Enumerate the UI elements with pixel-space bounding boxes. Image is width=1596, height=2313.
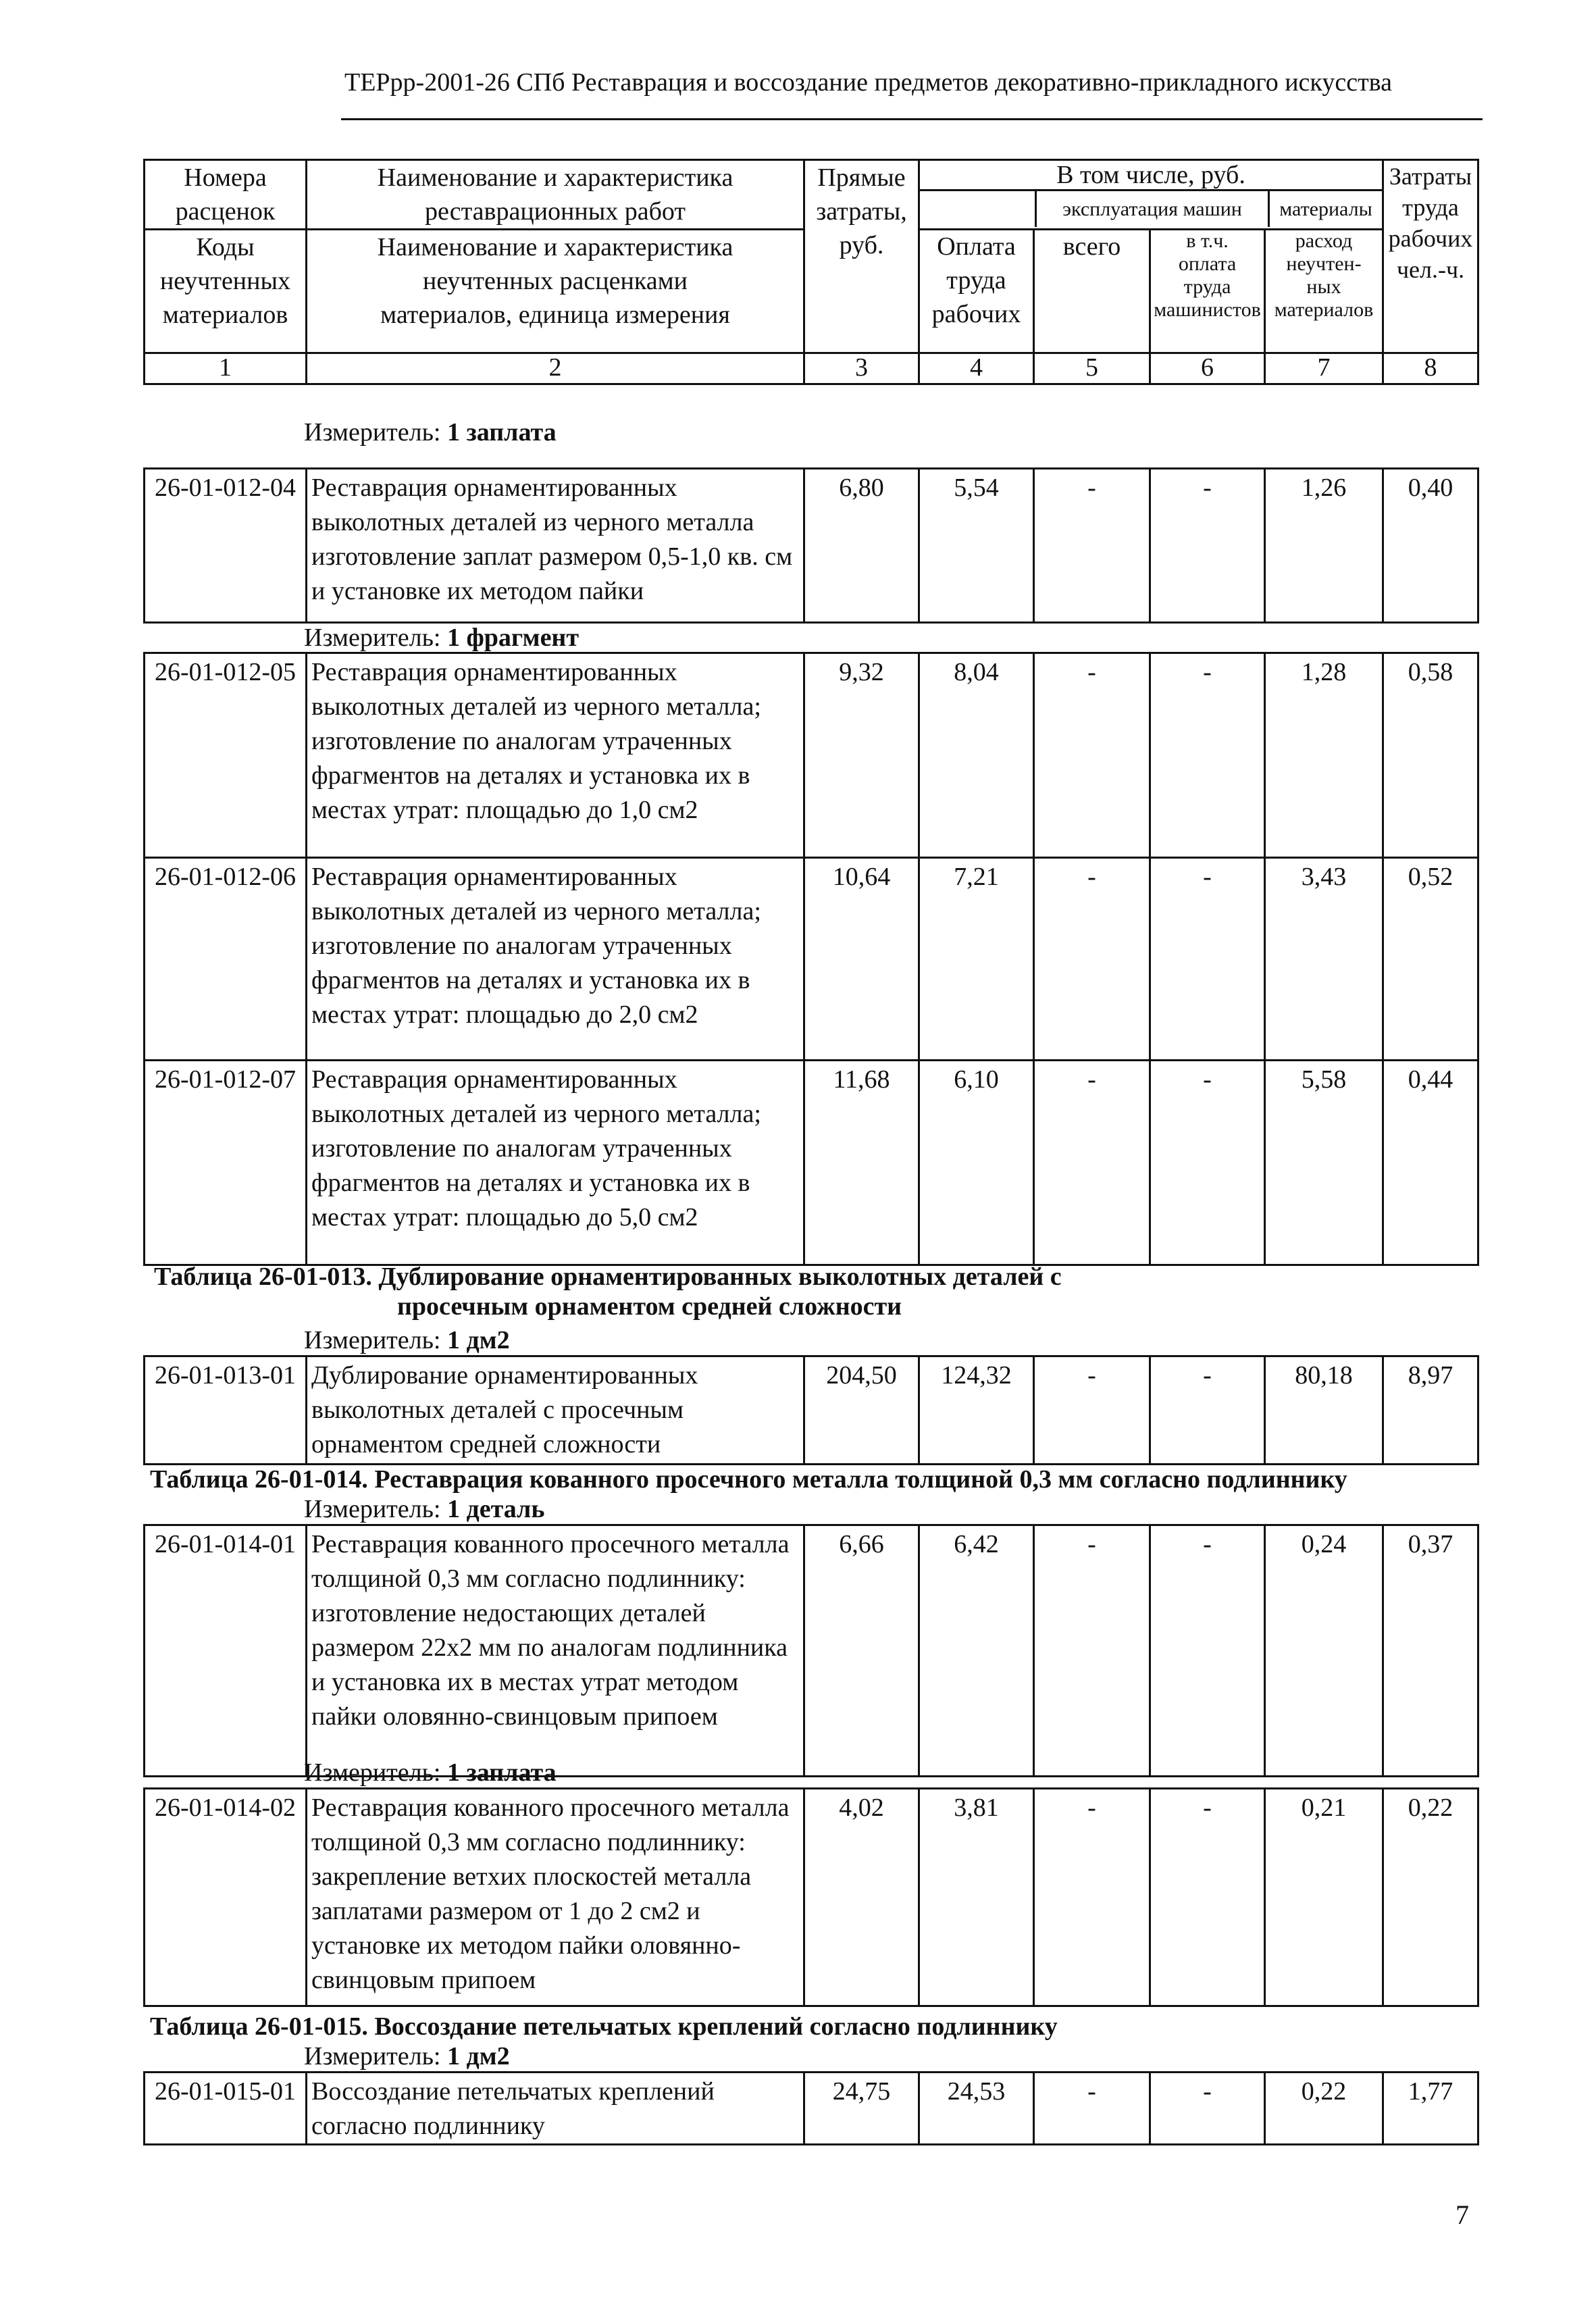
page-header: ТЕРрр-2001-26 СПб Реставрация и воссоздание предметов декоративно-прикладного искусства xyxy=(344,68,1392,97)
meter-2: Измеритель: 1 фрагмент xyxy=(304,624,579,652)
hdr-name: Наименование и характеристика реставрационных работ xyxy=(307,160,804,230)
table-row: 26-01-014-01 Реставрация кованного просечного металла толщиной 0,3 мм согласно подлиннику: изготовление недостающих деталей размером 22х2 мм по аналогам подлинника и установка их в местах утрат методом пайки оловянно-свинцовым припоем 6,66 6,42 - - 0,24 0,37 xyxy=(145,1525,1478,1777)
hdr-name-bottom: Наименование и характеристика неучтенных расценками материалов, единица измерения xyxy=(307,230,804,353)
col-num-2: 2 xyxy=(307,353,804,384)
meter-3: Измеритель: 1 дм2 xyxy=(304,1326,510,1354)
hdr-code: Номера расценок xyxy=(145,160,307,230)
rates-table-012-b xyxy=(143,652,1479,1266)
rates-table-015 xyxy=(143,2071,1479,2145)
rates-table-012 xyxy=(143,467,1479,624)
table-row: 26-01-012-04 Реставрация орнаментированных выколотных деталей из черного металла изготовление заплат размером 0,5-1,0 кв. см и установке их методом пайки 6,80 5,54 - - 1,26 0,40 xyxy=(145,469,1478,623)
col-num-7: 7 xyxy=(1265,353,1383,384)
col-num-8: 8 xyxy=(1383,353,1478,384)
table-013-title-line2: просечным орнаментом средней сложности xyxy=(397,1292,902,1321)
header-rule xyxy=(341,118,1483,120)
rates-table-014-b xyxy=(143,1787,1479,2007)
col-num-3: 3 xyxy=(804,353,919,384)
hdr-including: В том числе, руб. xyxy=(920,161,1382,191)
table-row: 26-01-012-06 Реставрация орнаментированных выколотных деталей из черного металла; изготовление по аналогам утраченных фрагментов на деталях и установка их в местах утрат: площадью до 2,0 см2 10,64 7,21 - - 3,43 0,52 xyxy=(145,858,1478,1061)
rates-table-013 xyxy=(143,1355,1479,1465)
col-num-1: 1 xyxy=(145,353,307,384)
table-row: 26-01-014-02 Реставрация кованного просечного металла толщиной 0,3 мм согласно подлиннику: закрепление ветхих плоскостей металла заплатами размером от 1 до 2 см2 и установке их методом пайки оловянно-свинцовым припоем 4,02 3,81 - - 0,21 0,22 xyxy=(145,1789,1478,2006)
hdr-direct: Прямые затраты, руб. xyxy=(804,160,919,353)
table-013-title-line1: Таблица 26-01-013. Дублирование орнаментированных выколотных деталей с xyxy=(154,1263,1062,1291)
hdr-labor-pay: Оплата труда рабочих xyxy=(919,230,1034,353)
col-num-5: 5 xyxy=(1034,353,1150,384)
hdr-materials-consumption: расход неучтен- ных материалов xyxy=(1265,230,1383,353)
hdr-materials: материалы xyxy=(1279,198,1372,220)
table-row: 26-01-013-01 Дублирование орнаментированных выколотных деталей с просечным орнаментом средней сложности 204,50 124,32 - - 80,18 8,97 xyxy=(145,1356,1478,1465)
col-num-6: 6 xyxy=(1150,353,1265,384)
meter-5: Измеритель: 1 заплата xyxy=(304,1758,557,1787)
hdr-mach-pay: в т.ч. оплата труда машинистов xyxy=(1150,230,1265,353)
meter-4: Измеритель: 1 деталь xyxy=(304,1495,545,1523)
hdr-machines: эксплуатация машин xyxy=(1037,191,1270,227)
col-num-4: 4 xyxy=(919,353,1034,384)
table-015-title: Таблица 26-01-015. Воссоздание петельчатых креплений согласно подлиннику xyxy=(150,2012,1058,2041)
rates-table-014-a xyxy=(143,1524,1479,1777)
meter-6: Измеритель: 1 дм2 xyxy=(304,2042,510,2070)
table-row: 26-01-012-05 Реставрация орнаментированных выколотных деталей из черного металла; изготовление по аналогам утраченных фрагментов на деталях и установка их в местах утрат: площадью до 1,0 см2 9,32 8,04 - - 1,28 0,58 xyxy=(145,653,1478,858)
table-014-title: Таблица 26-01-014. Реставрация кованного просечного металла толщиной 0,3 мм согласно подлиннику xyxy=(150,1465,1347,1494)
page-number: 7 xyxy=(1456,2200,1469,2230)
hdr-mach-total: всего xyxy=(1034,230,1150,353)
table-row: 26-01-012-07 Реставрация орнаментированных выколотных деталей из черного металла; изготовление по аналогам утраченных фрагментов на деталях и установка их в местах утрат: площадью до 5,0 см2 11,68 6,10 - - 5,58 0,44 xyxy=(145,1061,1478,1265)
hdr-code-bottom: Коды неучтенных материалов xyxy=(145,230,307,353)
hdr-labor-hours: Затраты труда рабочих чел.-ч. xyxy=(1383,160,1478,353)
table-row: 26-01-015-01 Воссоздание петельчатых креплений согласно подлиннику 24,75 24,53 - - 0,22 1,77 xyxy=(145,2073,1478,2145)
hdr-including-block xyxy=(919,160,1383,230)
meter-1: Измеритель: 1 заплата xyxy=(304,418,557,447)
column-header-table xyxy=(143,159,1479,385)
